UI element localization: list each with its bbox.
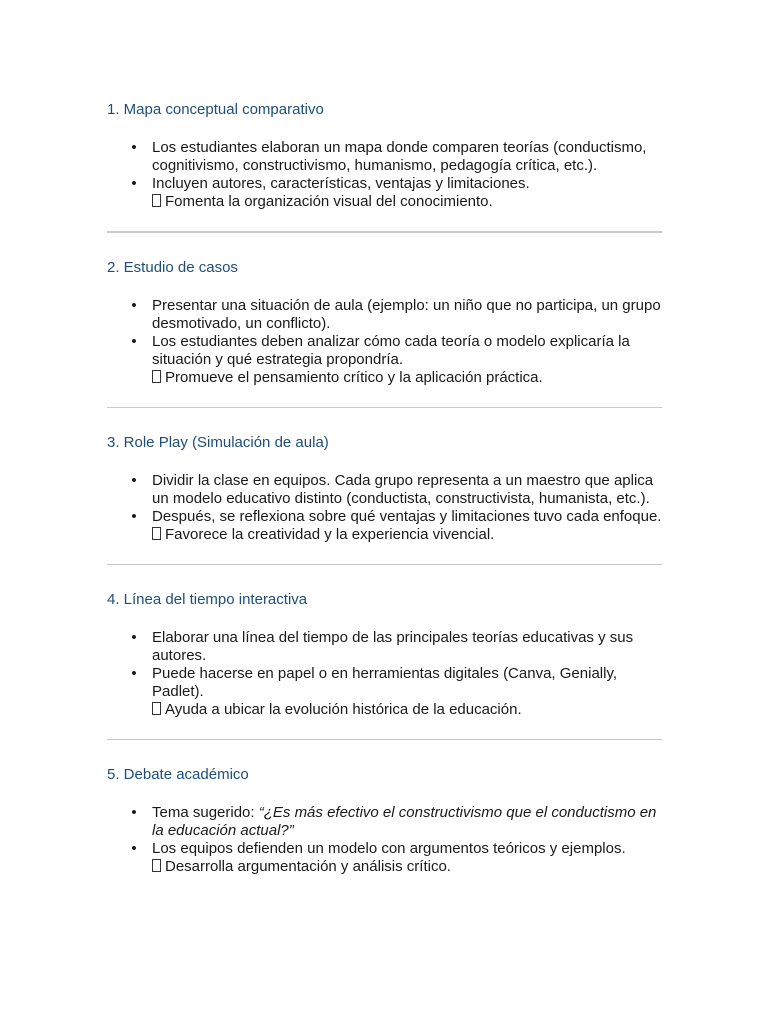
section-note xyxy=(107,369,662,387)
bullet-icon: • xyxy=(131,297,137,314)
list-item xyxy=(107,333,662,369)
section-estudio-casos xyxy=(107,258,662,387)
missing-glyph-icon xyxy=(152,859,161,872)
bullet-icon: • xyxy=(131,665,137,682)
section-heading: 5. Debate académico xyxy=(107,766,249,783)
section-mapa-conceptual xyxy=(107,100,662,211)
section-heading: 3. Role Play (Simulación de aula) xyxy=(107,434,329,451)
section-heading: 1. Mapa conceptual comparativo xyxy=(107,101,324,118)
missing-glyph-icon xyxy=(152,702,161,715)
bullet-list xyxy=(107,804,662,858)
debate-question: “¿Es más efectivo el constructivismo que el conductismo en la educación actual?” xyxy=(152,804,657,839)
list-item-text: Presentar una situación de aula (ejemplo: un niño que no participa, un grupo desmotivado, un conflicto). xyxy=(152,297,661,332)
list-item-text: Los estudiantes elaboran un mapa donde comparen teorías (conductismo, cognitivismo, constructivismo, humanismo, pedagogía crítica, etc.). xyxy=(152,139,647,174)
list-item-text: Los estudiantes deben analizar cómo cada teoría o modelo explicaría la situación y qué estrategia propondría. xyxy=(152,333,630,368)
list-item xyxy=(107,139,662,175)
bullet-list xyxy=(107,472,662,526)
list-item-text: Tema sugerido: xyxy=(152,804,259,821)
note-text: Desarrolla argumentación y análisis crítico. xyxy=(165,858,451,875)
list-item-text: Los equipos defienden un modelo con argumentos teóricos y ejemplos. xyxy=(152,840,626,857)
missing-glyph-icon xyxy=(152,527,161,540)
section-note xyxy=(107,858,662,876)
section-divider xyxy=(107,739,662,740)
bullet-icon: • xyxy=(131,508,137,525)
note-text: Favorece la creatividad y la experiencia vivencial. xyxy=(165,526,495,543)
list-item xyxy=(107,629,662,665)
list-item xyxy=(107,508,662,526)
bullet-icon: • xyxy=(131,840,137,857)
section-heading: 2. Estudio de casos xyxy=(107,259,238,276)
missing-glyph-icon xyxy=(152,194,161,207)
list-item xyxy=(107,472,662,508)
list-item-text: Después, se reflexiona sobre qué ventajas y limitaciones tuvo cada enfoque. xyxy=(152,508,662,525)
list-item-text: Incluyen autores, características, ventajas y limitaciones. xyxy=(152,175,530,192)
list-item xyxy=(107,297,662,333)
note-text: Ayuda a ubicar la evolución histórica de la educación. xyxy=(165,701,522,718)
list-item xyxy=(107,175,662,193)
bullet-list xyxy=(107,139,662,193)
section-note xyxy=(107,526,662,544)
missing-glyph-icon xyxy=(152,370,161,383)
section-debate xyxy=(107,765,662,876)
section-note xyxy=(107,193,662,211)
bullet-icon: • xyxy=(131,629,137,646)
bullet-list xyxy=(107,629,662,701)
bullet-icon: • xyxy=(131,139,137,156)
bullet-icon: • xyxy=(131,804,137,821)
section-note xyxy=(107,701,662,719)
note-text: Promueve el pensamiento crítico y la aplicación práctica. xyxy=(165,369,543,386)
bullet-icon: • xyxy=(131,175,137,192)
section-heading: 4. Línea del tiempo interactiva xyxy=(107,591,308,608)
list-item xyxy=(107,665,662,701)
note-text: Fomenta la organización visual del conocimiento. xyxy=(165,193,493,210)
bullet-icon: • xyxy=(131,333,137,350)
section-divider xyxy=(107,231,662,233)
bullet-icon: • xyxy=(131,472,137,489)
section-divider xyxy=(107,407,662,408)
list-item xyxy=(107,804,662,840)
list-item-text: Puede hacerse en papel o en herramientas digitales (Canva, Genially, Padlet). xyxy=(152,665,617,700)
section-linea-tiempo xyxy=(107,590,662,719)
section-divider xyxy=(107,564,662,565)
section-role-play xyxy=(107,433,662,544)
list-item-text: Dividir la clase en equipos. Cada grupo representa a un maestro que aplica un modelo educativo distinto (conductista, constructivista, humanista, etc.). xyxy=(152,472,654,507)
document-content xyxy=(107,100,662,876)
bullet-list xyxy=(107,297,662,369)
list-item-text: Elaborar una línea del tiempo de las principales teorías educativas y sus autores. xyxy=(152,629,634,664)
list-item xyxy=(107,840,662,858)
